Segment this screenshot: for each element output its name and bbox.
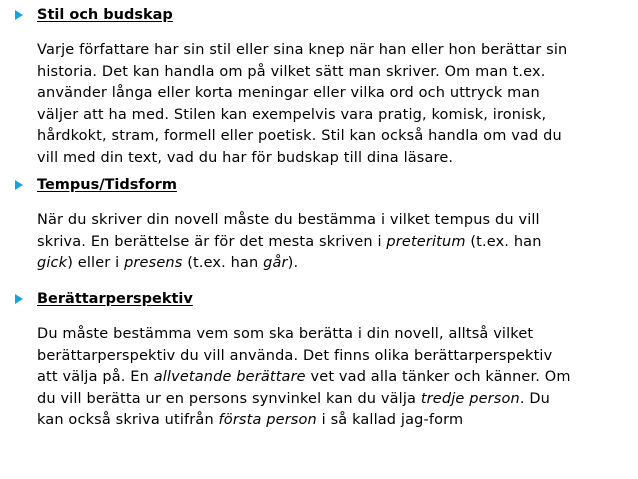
bullet-arrow-icon: [15, 180, 23, 190]
text-line: använder långa eller korta meningar eller vilka ord och uttryck man: [37, 85, 540, 101]
term-gar: går: [263, 255, 288, 271]
text-line: kan också skriva utifrån första person i så kallad jag-form: [37, 412, 464, 428]
text-line: Varje författare har sin stil eller sina knep när han eller hon berättar sin: [37, 42, 568, 58]
text-line: När du skriver din novell måste du bestämma i vilket tempus du vill: [37, 212, 540, 228]
text-line: berättarperspektiv du vill använda. Det finns olika berättarperspektiv: [37, 347, 553, 364]
text-line: gick) eller i presens (t.ex. han går).: [37, 255, 299, 271]
paragraph-berattarperspektiv: [37, 324, 602, 432]
term-tredje-person: tredje person: [420, 390, 520, 407]
paragraph-stil-och-budskap: [37, 40, 602, 169]
text-line: vill med din text, vad du har för budskap till dina läsare.: [37, 149, 454, 166]
heading-berattarperspektiv: Berättarperspektiv: [37, 291, 193, 307]
text-line: Du måste bestämma vem som ska berätta i din novell, alltså vilket: [37, 326, 534, 342]
heading-stil-och-budskap: Stil och budskap: [37, 7, 173, 23]
heading-tempus-tidsform: Tempus/Tidsform: [37, 177, 177, 193]
text-line: du vill berätta ur en persons synvinkel kan du välja tredje person. Du: [37, 390, 550, 407]
text-line: att välja på. En allvetande berättare vet vad alla tänker och känner. Om: [37, 369, 571, 385]
text-line: hårdkokt, stram, formell eller poetisk. Stil kan också handla om vad du: [37, 128, 562, 144]
text-line: historia. Det kan handla om på vilket sätt man skriver. Om man t.ex.: [37, 63, 546, 80]
text-line: skriva. En berättelse är för det mesta skriven i preteritum (t.ex. han: [37, 233, 542, 250]
term-allvetande-berattare: allvetande berättare: [153, 369, 306, 385]
term-preteritum: preteritum: [386, 233, 466, 250]
paragraph-tempus-tidsform: [37, 210, 602, 275]
bullet-arrow-icon: [15, 294, 23, 304]
text-line: väljer att ha med. Stilen kan exempelvis vara pratig, komisk, ironisk,: [37, 106, 547, 123]
bullet-arrow-icon: [15, 10, 23, 20]
term-presens: presens: [124, 255, 183, 271]
term-forsta-person: första person: [218, 412, 317, 428]
term-gick: gick: [37, 255, 68, 271]
